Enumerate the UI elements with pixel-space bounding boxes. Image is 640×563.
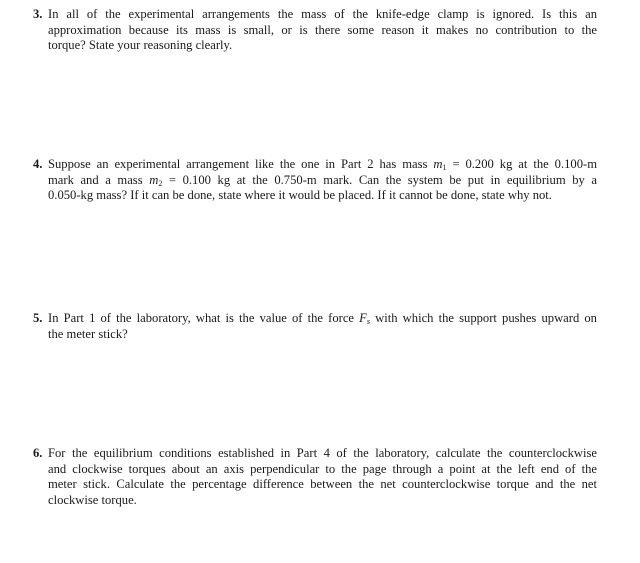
question-line: torque? State your reasoning clearly. <box>48 38 233 53</box>
question-text <box>48 446 597 508</box>
mass-symbol-m1: m <box>433 157 443 171</box>
question-line: For the equilibrium conditions established in Part 4 of the laboratory, calculate the counterclockwise <box>48 446 597 460</box>
text-segment: = 0.100 kg at the 0.750-m mark. Can the system be put in equilibrium by a <box>162 172 597 187</box>
question-line: approximation because its mass is small, or is there some reason it makes no contribution to the <box>48 22 597 37</box>
mass-symbol-m2: m <box>149 172 159 187</box>
question-line <box>48 311 597 327</box>
force-subscript: s <box>366 317 370 326</box>
question-line: In all of the experimental arrangements the mass of the knife-edge clamp is ignored. Is this an <box>48 7 597 21</box>
question-6 <box>33 446 597 508</box>
mass-subscript: 1 <box>442 163 447 172</box>
question-4 <box>33 157 597 204</box>
question-number: 4. <box>33 157 43 171</box>
question-line: 0.050-kg mass? If it can be done, state where it would be placed. If it cannot be done, state why not. <box>48 188 552 203</box>
text-segment: Suppose an experimental arrangement like the one in Part 2 has mass <box>48 157 434 171</box>
text-segment: mark and a mass <box>48 172 150 187</box>
force-symbol: F <box>359 311 367 325</box>
question-line <box>48 173 597 189</box>
text-segment: = 0.200 kg at the 0.100-m <box>446 157 597 171</box>
question-number: 6. <box>33 446 43 460</box>
text-segment: In Part 1 of the laboratory, what is the value of the force <box>48 311 360 325</box>
question-line: clockwise torque. <box>48 492 137 507</box>
question-text <box>48 7 597 54</box>
question-number: 3. <box>33 7 43 21</box>
question-text <box>48 311 597 342</box>
question-line: meter stick. Calculate the percentage difference between the net counterclockwise torque and the net <box>48 477 597 492</box>
text-segment: with which the support pushes upward on <box>370 311 597 325</box>
mass-subscript: 2 <box>158 178 163 188</box>
question-3 <box>33 7 597 54</box>
question-text <box>48 157 597 204</box>
question-number: 5. <box>33 311 43 325</box>
question-line: the meter stick? <box>48 326 128 341</box>
question-line: and clockwise torques about an axis perpendicular to the page through a point at the left end of the <box>48 461 597 476</box>
question-line <box>48 157 597 173</box>
question-5 <box>33 311 597 342</box>
